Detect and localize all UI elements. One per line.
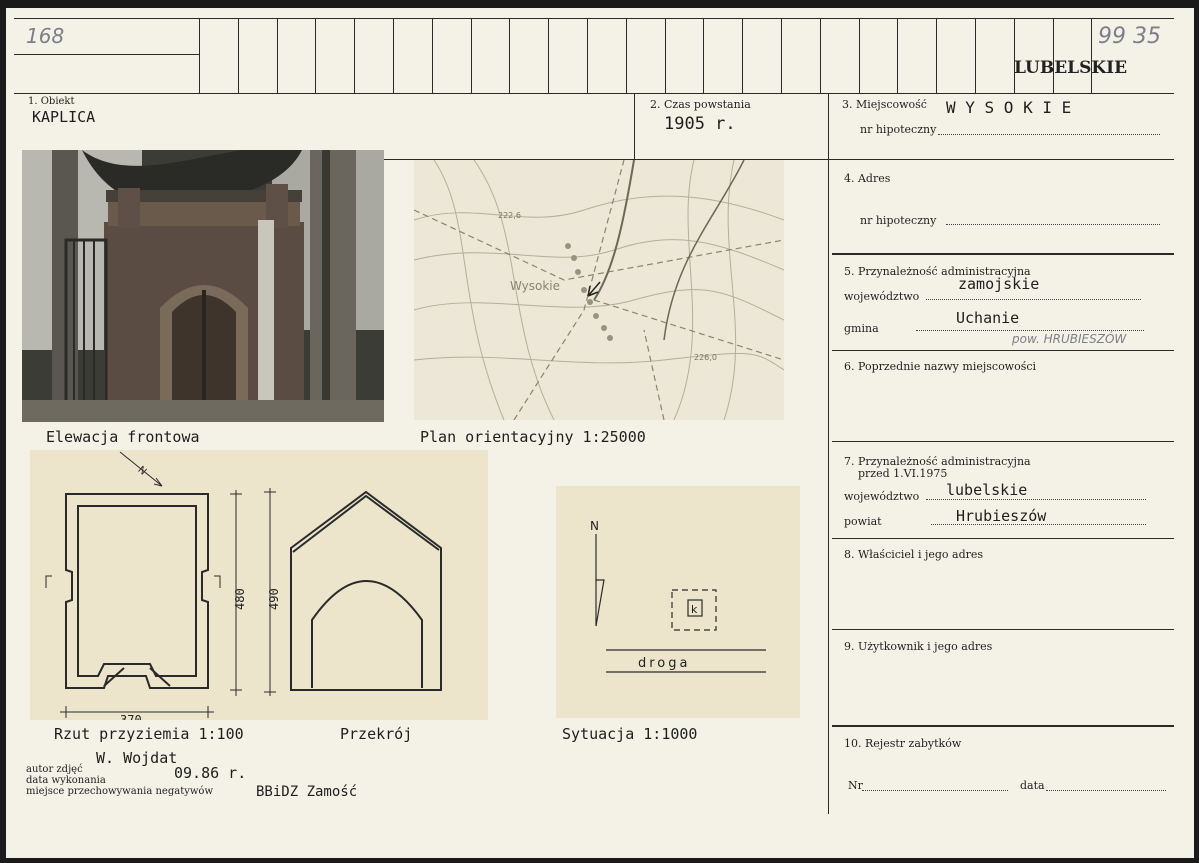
header-grid-column [781,18,782,93]
object-label: 1. Obiekt [28,96,75,107]
admin-before-county-label: powiat [844,515,882,528]
divider-7 [832,441,1174,442]
address-mortgage-label: nr hipoteczny [860,214,937,227]
admin-before-county-line [931,524,1146,525]
header-bottom-line [14,93,1174,94]
header-top-line [14,18,1174,19]
date-value: 09.86 r. [174,764,247,782]
header-grid-column [703,18,704,93]
dim-width: 370 [120,713,142,720]
header-grid-column [626,18,627,93]
header-grid-column [238,18,239,93]
header-grid-column [936,18,937,93]
plan-caption: Rzut przyziemia 1:100 [54,725,244,743]
header-grid-column [354,18,355,93]
header-grid-column [587,18,588,93]
admin-before-voivodeship-value: lubelskie [946,481,1028,499]
admin-before-label-2: przed 1.VI.1975 [858,467,948,480]
dim-height-1: 480 [233,588,247,610]
header-grid-column [315,18,316,93]
admin-label: 5. Przynależność administracyjna [844,265,1031,278]
address-mortgage-line [946,224,1160,225]
header-grid-column [897,18,898,93]
date-built-label: 2. Czas powstania [650,98,751,111]
header-grid-column [1014,18,1015,93]
map-height-2: 226,0 [694,353,717,362]
svg-text:N: N [135,464,149,478]
admin-commune-note: pow. HRUBIESZÓW [1012,332,1127,346]
admin-voivodeship-label: województwo [844,290,920,303]
admin-before-county-value: Hrubieszów [956,507,1047,525]
record-card [6,8,1194,858]
situation-north: N [590,519,599,533]
previous-names-label: 6. Poprzednie nazwy miejscowości [844,360,1037,373]
map-caption: Plan orientacyjny 1:25000 [420,428,646,446]
locality-label: 3. Miejscowość [842,98,927,111]
header-grid-column [471,18,472,93]
author-value: W. Wojdat [96,749,178,767]
divider-9 [832,629,1174,630]
header-grid-column [548,18,549,93]
photo-caption: Elewacja frontowa [46,428,200,446]
divider-field-2 [634,94,635,160]
header-grid-column [859,18,860,93]
header-grid-column [742,18,743,93]
admin-voivodeship-value: zamojskie [958,275,1040,293]
admin-commune-value: Uchanie [956,309,1020,327]
divider-6 [832,350,1174,351]
locality-mortgage-label: nr hipoteczny [860,123,937,136]
register-nr-label: Nr [848,779,863,792]
date-built-value: 1905 r. [664,114,736,134]
locality-value: W Y S O K I E [946,98,1072,117]
header-grid-column [665,18,666,93]
map-town-label: Wysokie [510,279,561,293]
region-name: LUBELSKIE [1014,58,1128,78]
header-grid-column [1053,18,1054,93]
storage-value: BBiDZ Zamość [256,784,358,800]
orientation-map [414,160,784,420]
header-grid-column [199,18,200,93]
admin-voivodeship-line [926,299,1141,300]
address-label: 4. Adres [844,172,891,185]
locality-mortgage-line [938,134,1160,135]
divider-8 [832,538,1174,539]
register-date-line [1046,790,1166,791]
storage-label: miejsce przechowywania negatywów [26,786,213,797]
header-grid-column [1091,18,1092,93]
date-label: data wykonania [26,775,106,786]
header-grid-column [432,18,433,93]
register-label: 10. Rejestr zabytków [844,737,962,750]
handwritten-number: 168 [26,24,65,48]
register-date-label: data [1020,779,1045,792]
admin-commune-label: gmina [844,322,879,335]
dim-height-2: 490 [267,588,281,610]
header-grid-column [393,18,394,93]
header-grid-column [509,18,510,93]
map-height-1: 222,6 [498,211,521,220]
floor-plan-drawing [30,450,488,720]
header-grid-column [975,18,976,93]
chapel-photo [22,150,384,422]
divider-10 [832,725,1174,727]
situation-road: droga [638,656,691,671]
header-grid-column [277,18,278,93]
object-value: KAPLICA [32,108,96,126]
owner-label: 8. Właściciel i jego adres [844,548,984,561]
situation-drawing [556,486,800,718]
divider-5 [832,253,1174,255]
divider-right-column [828,94,829,814]
user-label: 9. Użytkownik i jego adres [844,640,993,653]
header-grid-column [820,18,821,93]
header-mid-line [14,54,199,55]
admin-commune-line [916,330,1144,331]
admin-before-voivodeship-line [926,499,1146,500]
handwritten-codes: 99 35 [1098,24,1161,49]
author-label: autor zdjęć [26,764,83,775]
admin-before-voivodeship-label: województwo [844,490,920,503]
register-nr-line [862,790,1008,791]
admin-before-label-1: 7. Przynależność administracyjna [844,455,1031,468]
situation-building: k [691,603,698,616]
situation-caption: Sytuacja 1:1000 [562,725,698,743]
section-caption: Przekrój [340,725,413,743]
